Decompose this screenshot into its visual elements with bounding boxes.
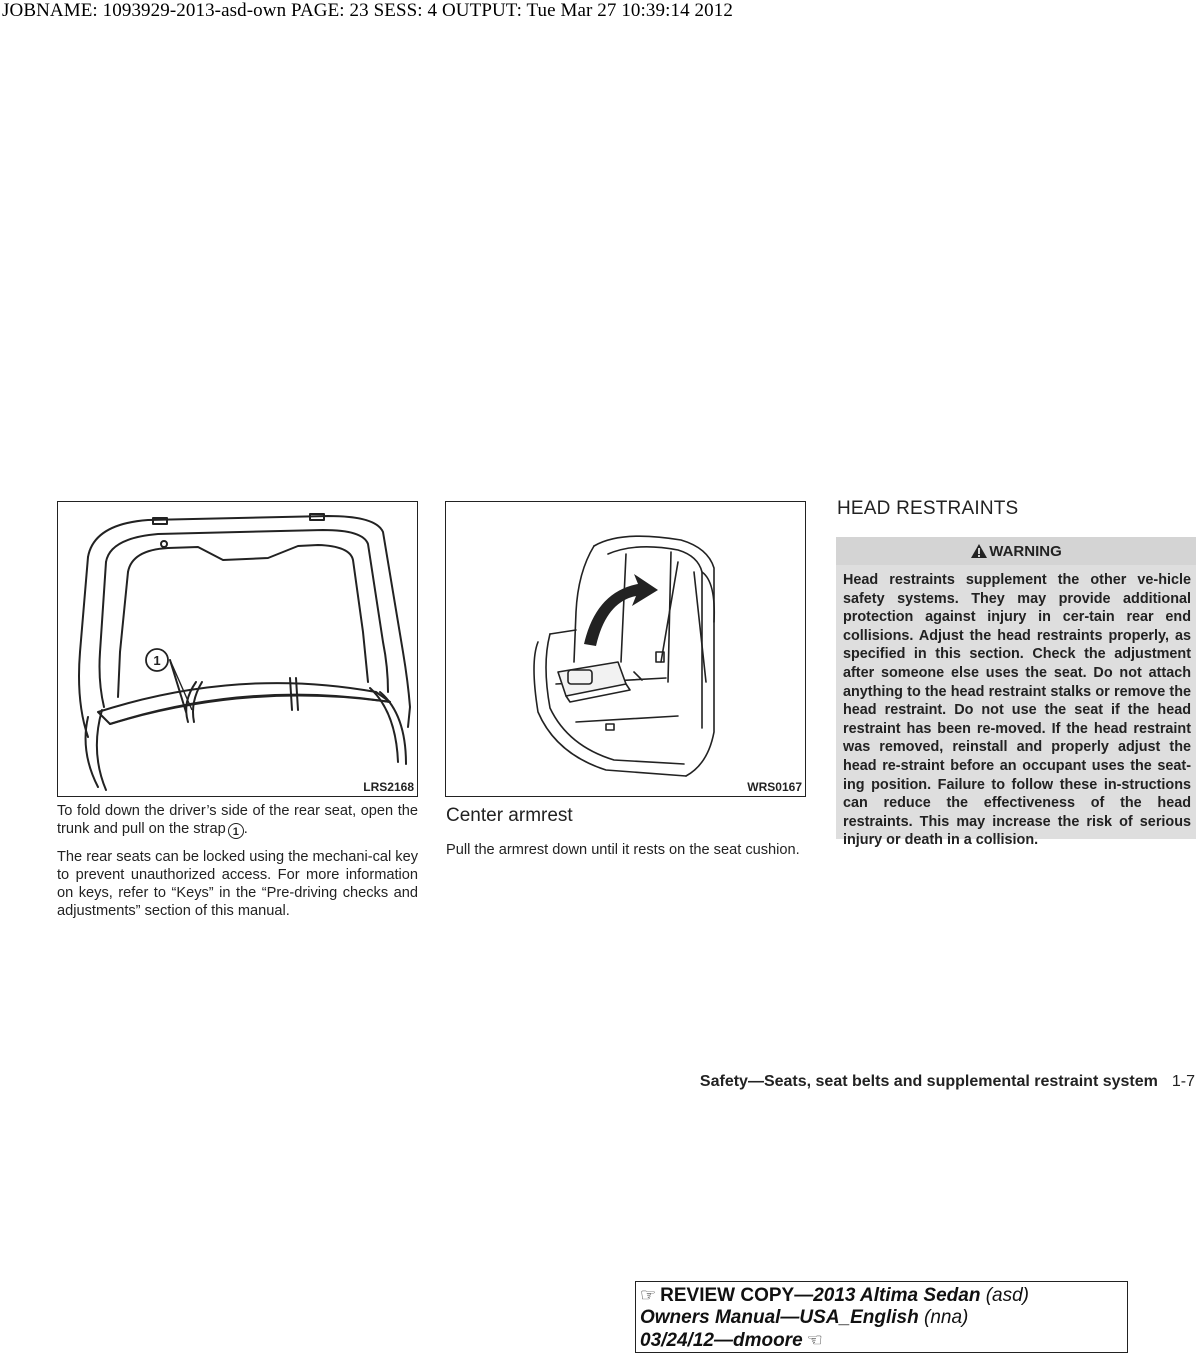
armrest-figure — [445, 501, 806, 797]
warning-text: Head restraints supplement the other ve-hicle safety systems. They may provide additional protection against injury in cer-tain rear end collisions. Adjust the head restraints properly, as specified in this section. Check the adjustment after someone else uses the seat. Do not attach anything to the head restraint stalks or remove the head restraint. Do not use the seat if the head restraint has been re-moved. If the head restraint was removed, reinstall and properly adjust the head re-straint before an occupant uses the seat-ing position. Failure to follow these in-structions can reduce the effectiveness of the head restraints. This may increase the risk of serious injury or death in a collision. — [836, 565, 1196, 839]
page-footer — [700, 1073, 1195, 1091]
rear-seat-armrest-illustration — [446, 502, 805, 796]
warning-label: WARNING — [989, 542, 1062, 560]
figure-code-left: LRS2168 — [363, 780, 414, 794]
trunk-figure — [57, 501, 418, 797]
warning-triangle-icon — [970, 543, 988, 559]
figure-callout-number: 1 — [153, 653, 161, 668]
fold-seat-paragraph: To fold down the driver’s side of the rear seat, open the trunk and pull on the strap 1 . — [57, 803, 418, 838]
head-restraints-title: HEAD RESTRAINTS — [837, 498, 1019, 519]
center-armrest-heading: Center armrest — [446, 805, 573, 826]
pointing-hand-icon: ☞ — [640, 1285, 657, 1305]
trunk-lid-illustration — [58, 502, 417, 796]
review-line-2: Owners Manual—USA_English (nna) — [640, 1307, 969, 1328]
review-copy-box — [635, 1281, 1128, 1353]
review-line-3: 03/24/12—dmoore ☜ — [640, 1330, 823, 1351]
warning-box — [836, 537, 1196, 849]
job-header-line: JOBNAME: 1093929-2013-asd-own PAGE: 23 SESS: 4 OUTPUT: Tue Mar 27 10:39:14 2012 — [2, 0, 733, 21]
seat-lock-paragraph: The rear seats can be locked using the mechani-cal key to prevent unauthorized access. For more information on keys, refer to “Keys” in the “Pre-driving checks and adjustments” section of this manual. — [57, 849, 418, 919]
footer-section-title: Safety—Seats, seat belts and supplemental restraint system — [699, 1073, 1158, 1090]
warning-header — [836, 537, 1196, 565]
center-armrest-paragraph: Pull the armrest down until it rests on the seat cushion. — [446, 842, 800, 858]
figure-code-middle: WRS0167 — [747, 780, 802, 794]
page-number: 1-7 — [1171, 1073, 1195, 1090]
review-line-1: ☞ REVIEW COPY—2013 Altima Sedan (asd) — [640, 1285, 1030, 1306]
pointing-hand-left-icon: ☜ — [806, 1330, 823, 1350]
strap-callout: 1 — [228, 823, 244, 839]
